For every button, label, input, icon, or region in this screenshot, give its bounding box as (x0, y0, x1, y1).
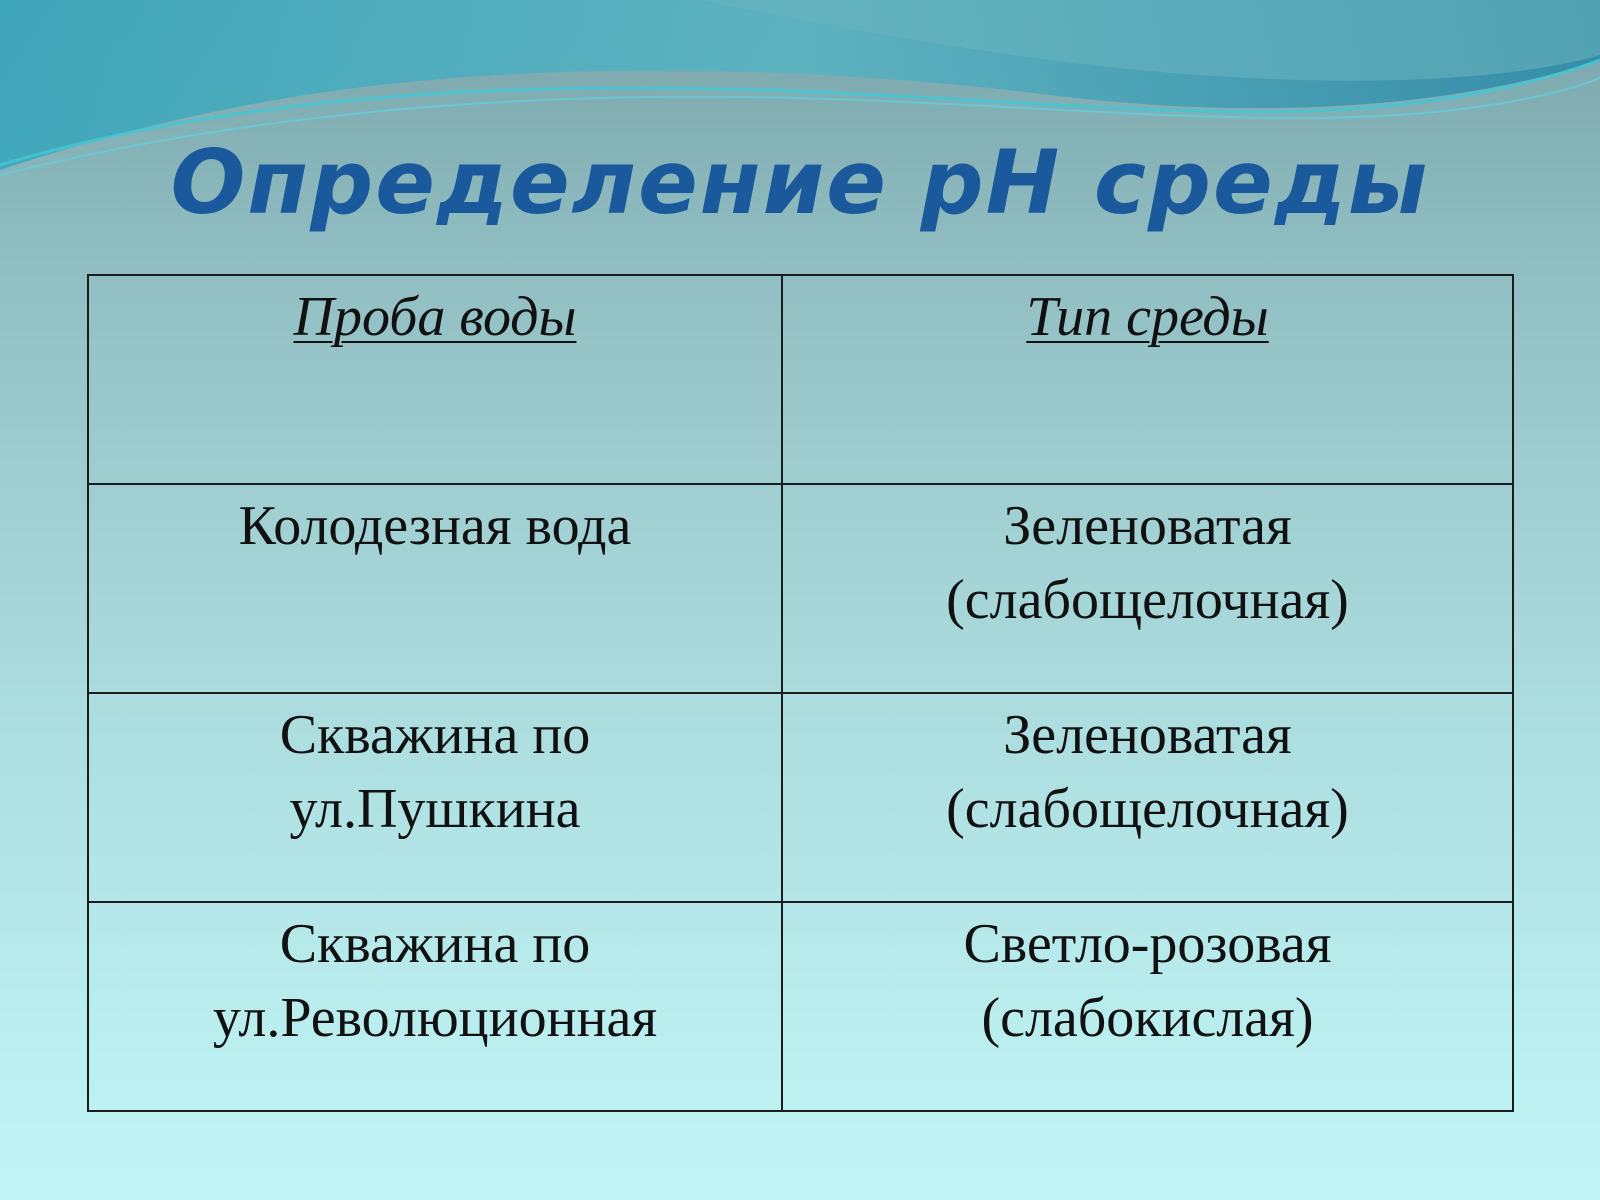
type-text: Зеленоватая (1003, 495, 1292, 557)
type-cell (782, 902, 1513, 1111)
type-subtext: (слабощелочная) (946, 778, 1349, 840)
type-cell (782, 484, 1513, 693)
sample-cell (88, 693, 782, 902)
sample-subtext: ул.Пушкина (289, 778, 581, 840)
type-subtext: (слабокислая) (981, 987, 1314, 1049)
sample-subtext: ул.Революционная (212, 987, 658, 1049)
sample-cell (88, 484, 782, 693)
type-text: Светло-розовая (963, 913, 1332, 975)
page-title: Определение pH среды (170, 131, 1430, 234)
type-subtext: (слабощелочная) (946, 569, 1349, 631)
type-text: Зеленоватая (1003, 704, 1292, 766)
header-cell-sample (88, 275, 782, 484)
sample-text: Колодезная вода (238, 495, 632, 557)
sample-text: Скважина по (279, 704, 591, 766)
header-type: Тип среды (1026, 286, 1269, 348)
table-header-row (88, 275, 1513, 484)
table-row (88, 693, 1513, 902)
sample-text: Скважина по (279, 913, 591, 975)
ph-results-table (87, 274, 1514, 1112)
table-row (88, 484, 1513, 693)
type-cell (782, 693, 1513, 902)
table-row (88, 902, 1513, 1111)
header-sample: Проба воды (293, 286, 577, 348)
sample-cell (88, 902, 782, 1111)
header-cell-type (782, 275, 1513, 484)
